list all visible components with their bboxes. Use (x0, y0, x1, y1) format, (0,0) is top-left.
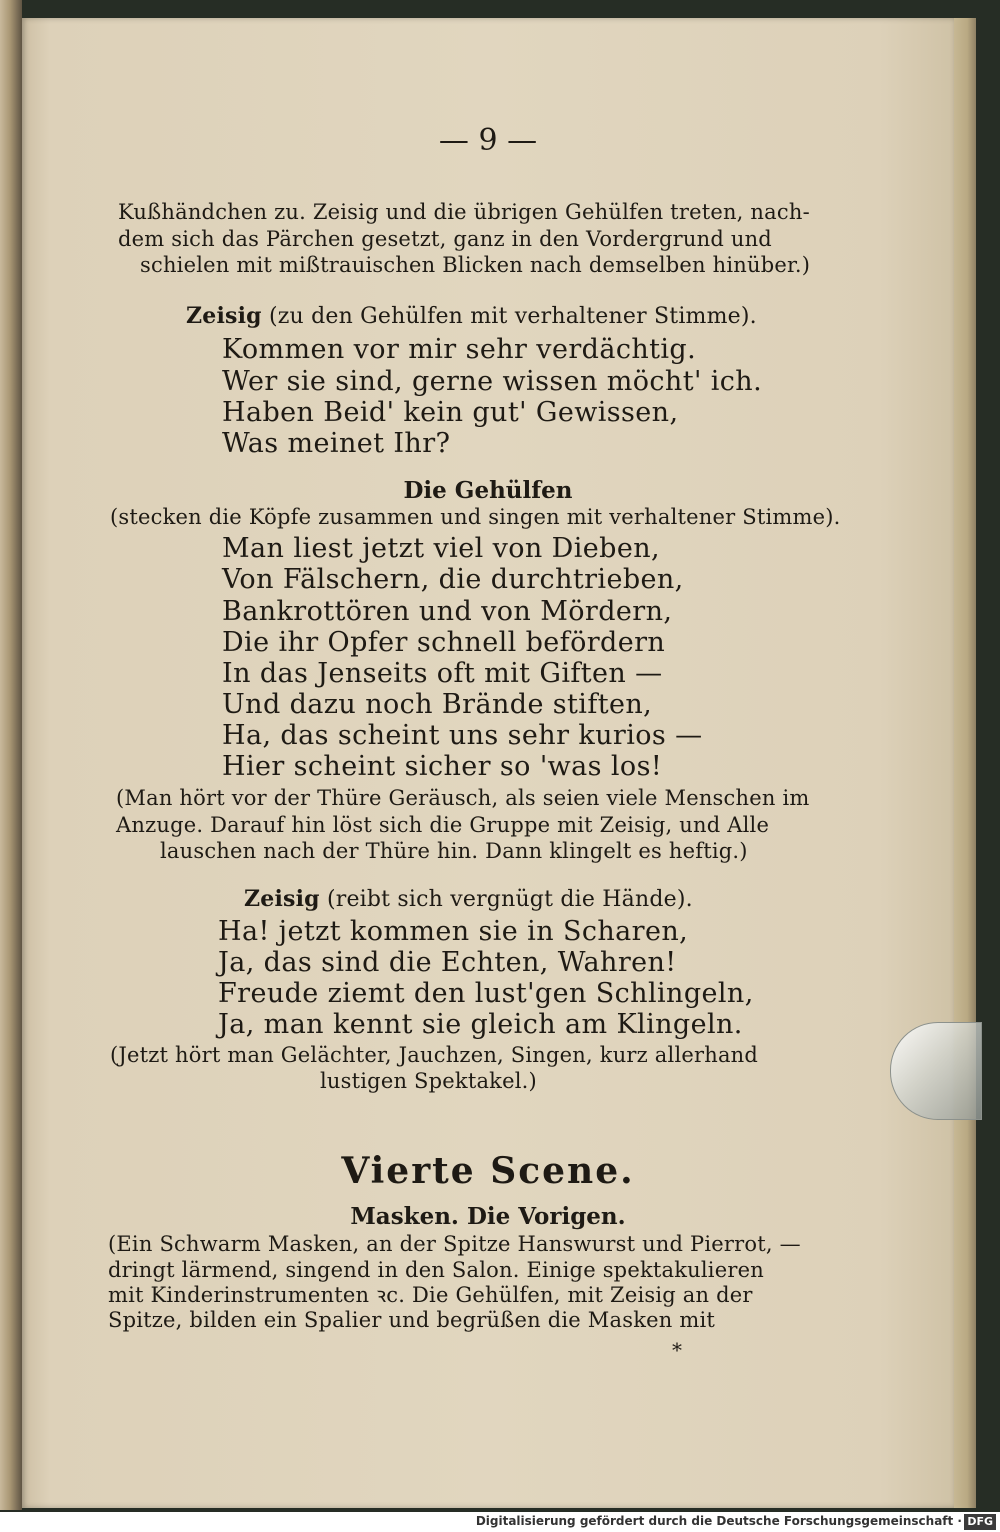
stage-direction-line: dringt lärmend, singend in den Salon. Einige spektakulieren (108, 1258, 764, 1282)
speaker-line (186, 305, 757, 328)
footer-credit: Digitalisierung gefördert durch die Deutsche Forschungsgemeinschaft · (475, 1514, 962, 1528)
verse-line: Bankrottören und von Mördern, (222, 596, 673, 627)
page-number: — 9 — (438, 123, 538, 158)
verse-line: Was meinet Ihr? (222, 428, 451, 459)
speaker-name: Die Gehülfen (403, 477, 573, 504)
verse-line: Man liest jetzt viel von Dieben, (222, 533, 660, 564)
stage-direction-line: (Ein Schwarm Masken, an der Spitze Hanswurst und Pierrot, — (108, 1232, 801, 1256)
signature-mark: * (672, 1338, 683, 1362)
speaker-direction: (stecken die Köpfe zusammen und singen mit verhaltener Stimme). (110, 505, 841, 529)
verse-line: Ja, das sind die Echten, Wahren! (218, 947, 677, 978)
page-clip (890, 1022, 982, 1120)
verse-line: Wer sie sind, gerne wissen möcht' ich. (222, 366, 763, 397)
dfg-logo-icon: DFG (964, 1514, 996, 1530)
speaker-direction: (zu den Gehülfen mit verhaltener Stimme). (261, 304, 757, 329)
stage-direction-line: schielen mit mißtrauischen Blicken nach demselben hinüber.) (140, 253, 811, 277)
verse-line: Ha! jetzt kommen sie in Scharen, (218, 916, 689, 947)
verse-line: Die ihr Opfer schnell befördern (222, 627, 666, 658)
verse-line: Freude ziemt den lust'gen Schlingeln, (218, 978, 754, 1009)
verse-line: In das Jenseits oft mit Giften — (222, 658, 663, 689)
book-page (22, 18, 954, 1508)
speaker-line (244, 888, 693, 911)
verse-line: Haben Beid' kein gut' Gewissen, (222, 397, 679, 428)
stage-direction-line: dem sich das Pärchen gesetzt, ganz in den Vordergrund und (118, 227, 772, 251)
stage-direction-line: Kußhändchen zu. Zeisig und die übrigen Gehülfen treten, nach- (118, 200, 810, 224)
verse-line: Ja, man kennt sie gleich am Klingeln. (218, 1009, 743, 1040)
book-binding-left (0, 0, 22, 1510)
stage-direction-line: (Jetzt hört man Gelächter, Jauchzen, Singen, kurz allerhand (110, 1043, 759, 1067)
stage-direction-line: lustigen Spektakel.) (320, 1069, 537, 1093)
verse-line: Und dazu noch Brände stiften, (222, 689, 653, 720)
verse-line: Kommen vor mir sehr verdächtig. (222, 334, 697, 365)
speaker-direction: (reibt sich vergnügt die Hände). (319, 887, 693, 912)
book-cover-edge (954, 18, 976, 1508)
stage-direction-line: Spitze, bilden ein Spalier und begrüßen die Masken mit (108, 1308, 716, 1332)
stage-direction-line: (Man hört vor der Thüre Geräusch, als seien viele Menschen im (116, 786, 810, 810)
verse-line: Ha, das scheint uns sehr kurios — (222, 720, 703, 751)
verse-line: Von Fälschern, die durchtrieben, (222, 564, 684, 595)
speaker-name: Zeisig (244, 886, 320, 912)
stage-direction-line: Anzuge. Darauf hin löst sich die Gruppe mit Zeisig, und Alle (116, 813, 770, 837)
scene-title: Vierte Scene. (341, 1150, 635, 1192)
digitization-footer (0, 1512, 1000, 1532)
stage-direction-line: lauschen nach der Thüre hin. Dann klingelt es heftig.) (160, 839, 748, 863)
scene-subtitle: Masken. Die Vorigen. (350, 1203, 626, 1230)
stage-direction-line: mit Kinderinstrumenten ꝛc. Die Gehülfen, mit Zeisig an der (108, 1283, 753, 1307)
speaker-name: Zeisig (186, 303, 262, 329)
verse-line: Hier scheint sicher so 'was los! (222, 751, 663, 782)
